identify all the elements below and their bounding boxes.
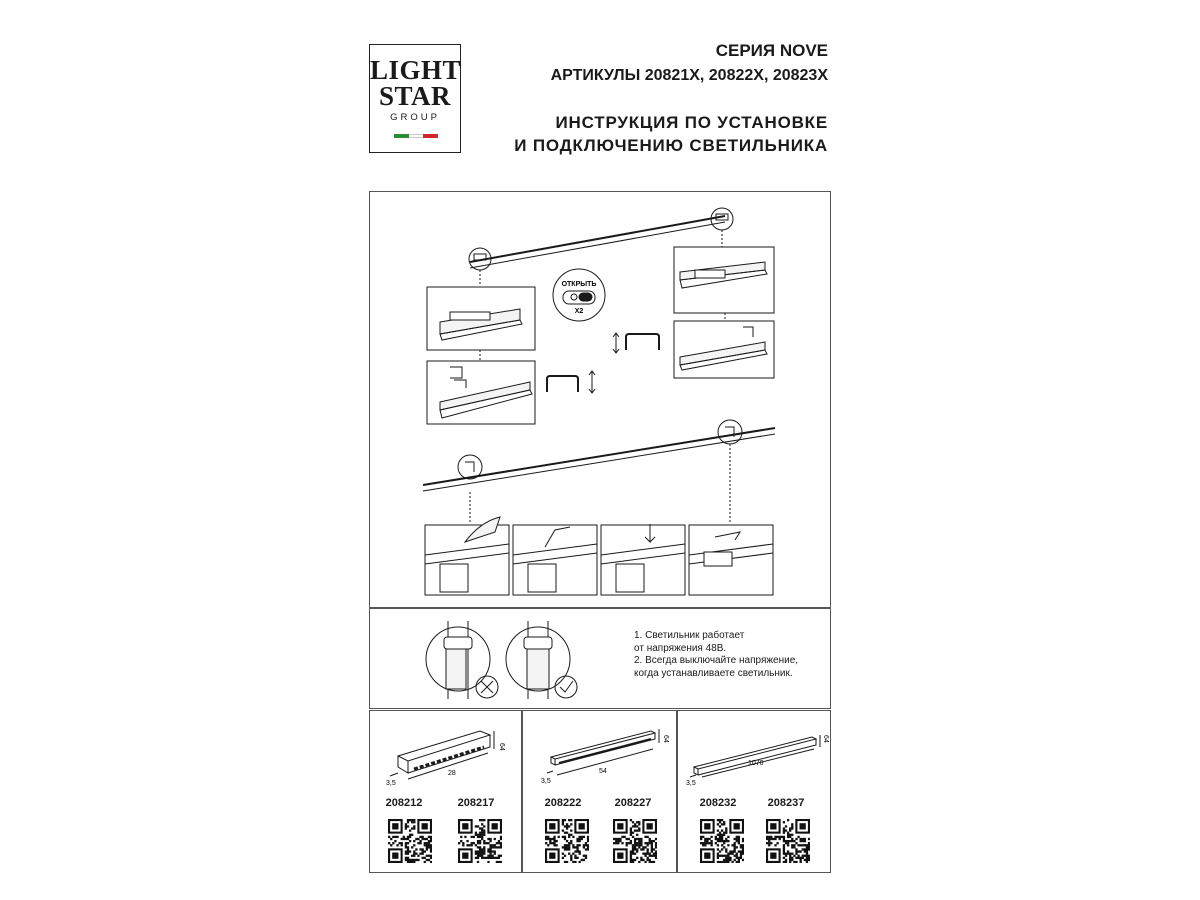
- height-label: 64: [498, 743, 505, 751]
- dimension-panel-1: [369, 710, 522, 873]
- qr-code-icon[interactable]: [458, 819, 502, 863]
- luminaire-1070-drawing: [678, 711, 830, 791]
- depth-label: 3,5: [386, 780, 396, 787]
- depth-label: 3,5: [686, 780, 696, 787]
- qr-code-icon[interactable]: [700, 819, 744, 863]
- series-title: СЕРИЯ NOVE: [715, 41, 828, 60]
- note-line-1: 1. Светильник работает: [634, 630, 745, 641]
- open-label: ОТКРЫТЬ: [561, 281, 597, 288]
- brand-logo: [369, 44, 461, 153]
- logo-line-3: GROUP: [390, 112, 440, 123]
- luminaire-28-drawing: [370, 711, 521, 791]
- qr-code-icon[interactable]: [766, 819, 810, 863]
- qr-code-icon[interactable]: [613, 819, 657, 863]
- multiplier-label: X2: [574, 308, 584, 315]
- height-label: 64: [822, 735, 829, 743]
- instruction-title-line-2: И ПОДКЛЮЧЕНИЮ СВЕТИЛЬНИКА: [514, 136, 828, 155]
- article-code: 208237: [767, 797, 805, 809]
- length-label: 1070: [748, 760, 764, 767]
- instruction-title-line-1: ИНСТРУКЦИЯ ПО УСТАНОВКЕ: [555, 113, 828, 132]
- qr-code-icon[interactable]: [388, 819, 432, 863]
- height-label: 64: [662, 735, 669, 743]
- installation-diagram: [370, 192, 830, 607]
- dimension-panel-2: [522, 710, 677, 873]
- article-code: 208217: [457, 797, 495, 809]
- logo-line-1: LIGHT: [370, 55, 462, 85]
- note-line-4: когда устанавливаете светильник.: [634, 667, 793, 679]
- depth-label: 3,5: [541, 778, 551, 785]
- luminaire-54-drawing: [523, 711, 676, 791]
- qr-code-icon[interactable]: [545, 819, 589, 863]
- notes-text: [634, 630, 824, 680]
- article-code: 208212: [385, 797, 423, 809]
- note-line-2: от напряжения 48В.: [634, 642, 727, 654]
- italian-flag-icon: [394, 134, 438, 138]
- dimension-panel-3: [677, 710, 831, 873]
- logo-line-2: STAR: [378, 81, 452, 111]
- article-code: 208232: [699, 797, 737, 809]
- article-code: 208227: [614, 797, 652, 809]
- article-code: 208222: [544, 797, 582, 809]
- length-label: 28: [448, 770, 456, 777]
- length-label: 54: [599, 768, 607, 775]
- installation-diagram-panel: [369, 191, 831, 608]
- note-line-3: 2. Всегда выключайте напряжение,: [634, 655, 799, 666]
- article-numbers: АРТИКУЛЫ 20821X, 20822X, 20823X: [550, 67, 828, 84]
